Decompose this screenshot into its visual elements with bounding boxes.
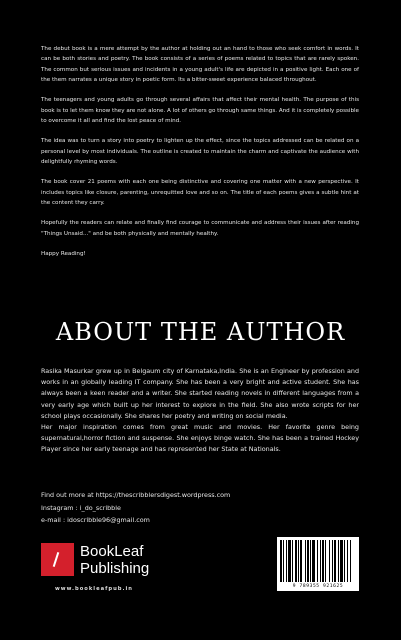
book-blurb bbox=[41, 44, 359, 269]
author-bio bbox=[41, 366, 359, 456]
author-bio-paragraph-1: Rasika Masurkar grew up in Belgaum city of Karnataka,India. She is an Engineer by profession and works in an globally leading IT company. She has been a very bright and active student. She has always been a keen reader and a writer. She started reading novels in different languages from a very early age which built up her interest to explore in the field. She also wrote scripts for her school plays occasionally. She shares her poetry and writing on social media. bbox=[41, 367, 359, 420]
publisher-logo-mark-icon bbox=[41, 543, 74, 576]
isbn-barcode bbox=[277, 537, 359, 591]
barcode-icon bbox=[280, 540, 356, 582]
publisher-website: www.bookleafpub.in bbox=[55, 586, 133, 592]
publisher-name-line1: BookLeaf bbox=[80, 543, 144, 560]
publisher-logo bbox=[41, 543, 171, 583]
contact-instagram: Instagram : i_do_scribble bbox=[41, 503, 121, 512]
isbn-number: 9 789355 921625 bbox=[292, 584, 344, 589]
contact-info bbox=[41, 489, 361, 527]
contact-website: Find out more at https://thescribblersdigest.wordpress.com bbox=[41, 491, 231, 499]
author-bio-paragraph-2: Her major inspiration comes from great music and movies. Her favorite genre being supernatural,horror fiction and suspense. She enjoys binge watch. She has been a trained Hockey Player since her early teenage and has represented her State at Nationals. bbox=[41, 423, 359, 454]
blurb-paragraph-5: Hopefully the readers can relate and finally find courage to communicate and address their issues after reading "Things Unsaid..." and be both physically and mentally healthy. bbox=[41, 220, 359, 237]
blurb-paragraph-6: Happy Reading! bbox=[41, 251, 86, 258]
blurb-paragraph-2: The teenagers and young adults go through several affairs that affect their mental health. The purpose of this book is to let them know they are not alone. A lot of others go through same things. And it is completely possible to overcome it all and find the lost peace of mind. bbox=[41, 97, 359, 125]
blurb-paragraph-3: The idea was to turn a story into poetry to lighten up the effect, since the topics addressed can be related on a personal level by most individuals. The outline is created to maintain the charm and captivate the audience with delightfully rhyming words. bbox=[41, 138, 359, 166]
blurb-paragraph-1: The debut book is a mere attempt by the author at holding out an hand to those who seek comfort in words. It can be both stories and poetry. The book consists of a series of poems related to topics that are rarely spoken. The common but serious issues and incidents in a young adult's life are depicted in a positive light. Each one of the them narrates a unique story in poetic form. Its a bitter-sweet experience balaced throughout. bbox=[41, 46, 359, 84]
blurb-paragraph-4: The book cover 21 poems with each one being distinctive and covering one matter with a new perspective. It includes topics like closure, parenting, unrequitted love and so on. The title of each poems gives a subtle hint at the content they carry. bbox=[41, 179, 359, 207]
contact-email: e-mail : idoscribble96@gmail.com bbox=[41, 516, 150, 524]
logo-slash-icon bbox=[53, 552, 60, 567]
publisher-name-line2: Publishing bbox=[80, 560, 150, 577]
about-author-heading: ABOUT THE AUTHOR bbox=[55, 318, 346, 346]
